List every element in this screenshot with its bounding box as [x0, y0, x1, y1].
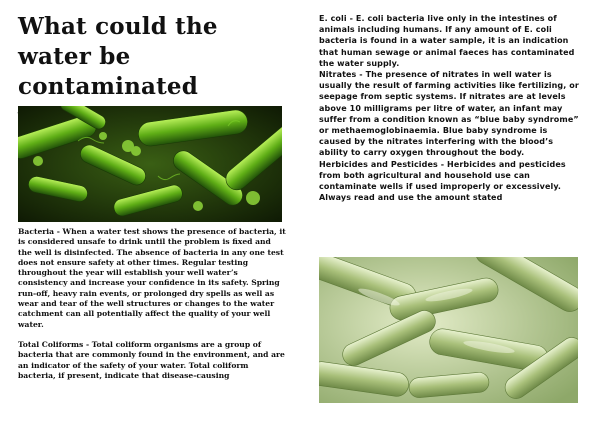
- pale-bacteria-image: [319, 257, 578, 403]
- nitrates-paragraph: [319, 69, 581, 159]
- ecoli-label: E. coli: [319, 14, 347, 23]
- total-coliforms-label: Total Coliforms: [18, 339, 84, 349]
- herbicides-label: Herbicides and Pesticides: [319, 159, 438, 169]
- bacteria-paragraph: [18, 227, 286, 330]
- total-coliforms-paragraph: [18, 340, 286, 381]
- nitrates-text: - The presence of nitrates in well water is usually the result of farming activities like fertilizing, or seepage from septic systems. If nitrates are at levels above 10 milligrams per litre of water, an infant may suffer from a condition known as “blue baby syndrome” or methaemoglobinaemia. Blue baby syndrome is caused by the nitrates interfering with the blood’s ability to carry oxygen throughout the body.: [319, 70, 579, 158]
- right-column-text: [319, 13, 581, 203]
- bacteria-text: - When a water test shows the presence of bacteria, it is considered unsafe to drink until the problem is fixed and the well is disinfected. The absence of bacteria in any one test does not ensure safety at other times. Regular testing throughout the year will establish your well water’s consistency and increase your confidence in its safety. Spring run-off, heavy rain events, or prolonged dry spells as well as wear and tear of the well structures or changes to the water catchment can all potentially affect the quality of your well water.: [18, 227, 286, 329]
- green-bacteria-image: [18, 106, 282, 222]
- nitrates-label: Nitrates: [319, 70, 357, 80]
- ecoli-paragraph: [319, 13, 581, 69]
- herbicides-paragraph: [319, 159, 581, 204]
- ecoli-text: - E. coli bacteria live only in the intestines of animals including humans. If any amount of E. coli bacteria is found in a water sample, it is an indication that human sewage or animal faeces has contaminated the water supply.: [319, 14, 575, 68]
- herbicides-text: - Herbicides and pesticides from both agricultural and household use can contaminate wells if used improperly or excessively. Always read and use the amount stated: [319, 159, 566, 203]
- left-column-text: [18, 227, 286, 381]
- page-title: What could the water be contaminated: [18, 13, 218, 100]
- bacteria-label: Bacteria: [18, 227, 55, 236]
- total-coliforms-text: - Total coliform organisms are a group of bacteria that are commonly found in the environment, and are an indicator of the safety of your water. Total coliform bacteria, if present, indicate that disease-causing: [18, 339, 285, 380]
